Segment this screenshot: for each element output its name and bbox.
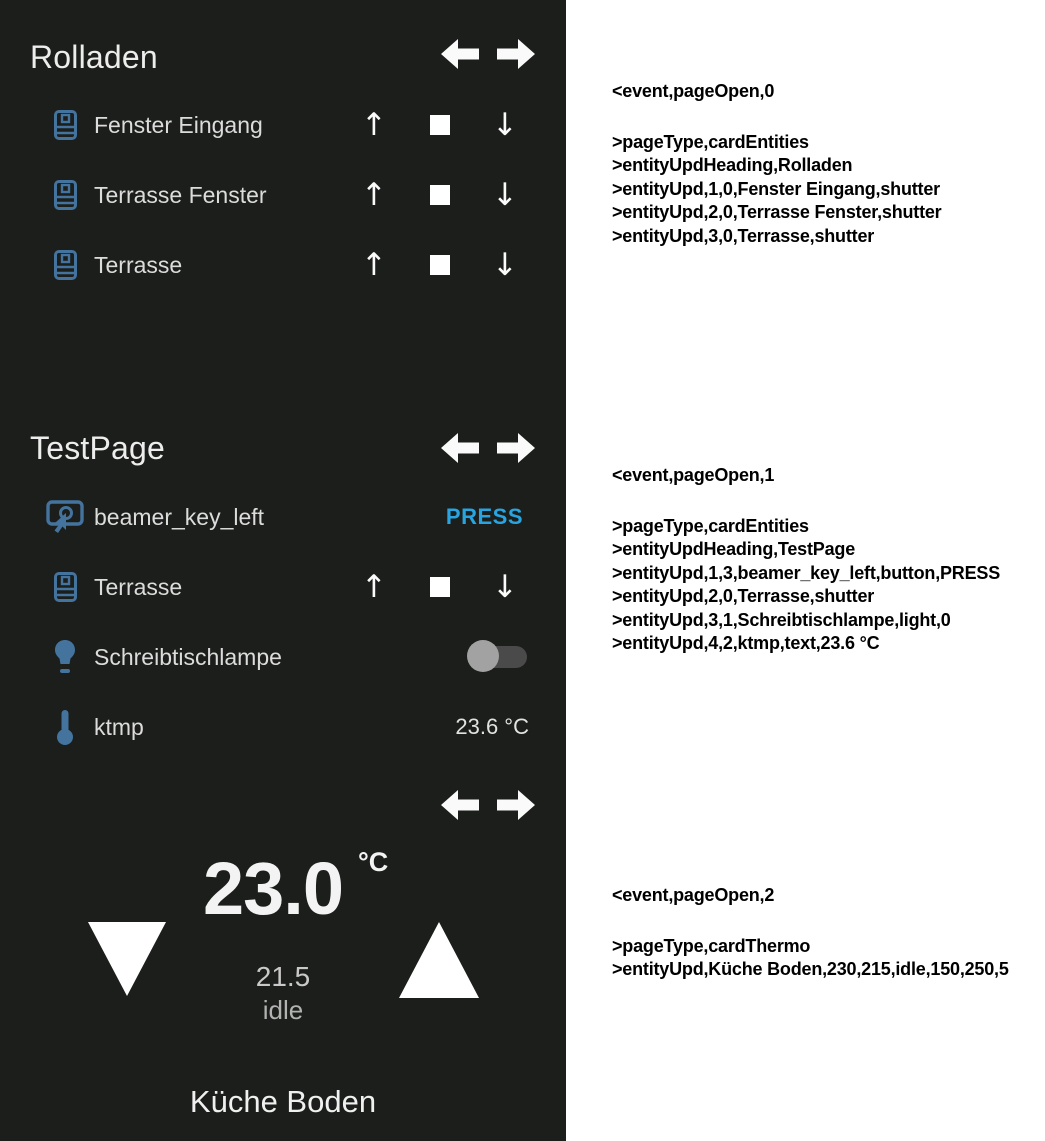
shutter-down-button[interactable]: ↓ (492, 107, 518, 143)
nav-prev-icon[interactable] (441, 790, 479, 820)
thermometer-icon (46, 709, 84, 745)
log-line: >entityUpdHeading,Rolladen (612, 155, 853, 175)
tap-button-icon (46, 500, 84, 534)
current-temperature: 23.0 (203, 847, 344, 930)
log-line: >pageType,cardEntities (612, 131, 809, 152)
shutter-up-button[interactable]: ↑ (361, 247, 387, 283)
nav-next-icon[interactable] (497, 790, 535, 820)
shutter-stop-button[interactable] (430, 185, 450, 205)
log-event-line: <event,pageOpen,0 (612, 81, 775, 101)
card-title-testpage: TestPage (30, 430, 166, 466)
shutter-icon (46, 180, 84, 210)
thermostat-name: Küche Boden (189, 1084, 377, 1119)
lightbulb-icon (46, 639, 84, 675)
log-event-line: <event,pageOpen,2 (612, 885, 775, 905)
toggle-knob (467, 640, 499, 672)
entity-row (0, 90, 566, 160)
log-block-page1 (612, 464, 1042, 656)
nav-next-icon[interactable] (497, 39, 535, 69)
log-line: >entityUpd,Küche Boden,230,215,idle,150,250,5 (612, 959, 1009, 979)
shutter-icon (46, 572, 84, 602)
nav-prev-icon[interactable] (441, 39, 479, 69)
shutter-stop-button[interactable] (430, 255, 450, 275)
temperature-value: 23.6 °C (455, 714, 529, 739)
entity-label: Terrasse (94, 573, 183, 600)
entity-label: beamer_key_left (94, 503, 265, 530)
shutter-icon (46, 110, 84, 140)
temperature-unit: °C (358, 847, 389, 877)
log-line: >entityUpd,2,0,Terrasse,shutter (612, 586, 875, 606)
entity-row (0, 482, 566, 552)
shutter-down-button[interactable]: ↓ (492, 247, 518, 283)
log-line: >entityUpd,3,1,Schreibtischlampe,light,0 (612, 609, 951, 630)
shutter-down-button[interactable]: ↓ (492, 569, 518, 605)
shutter-up-button[interactable]: ↑ (361, 569, 387, 605)
entity-label: Fenster Eingang (94, 111, 263, 138)
entity-label: Schreibtischlampe (94, 643, 282, 670)
log-event-line: <event,pageOpen,1 (612, 465, 775, 485)
log-line: >entityUpdHeading,TestPage (612, 539, 856, 559)
shutter-up-button[interactable]: ↑ (361, 177, 387, 213)
shutter-up-button[interactable]: ↑ (361, 107, 387, 143)
entity-row (0, 552, 566, 622)
shutter-stop-button[interactable] (430, 115, 450, 135)
entity-label: Terrasse (94, 251, 183, 278)
entity-label: Terrasse Fenster (94, 181, 267, 208)
entity-label: ktmp (94, 713, 144, 740)
nav-prev-icon[interactable] (441, 433, 479, 463)
entity-row (0, 622, 566, 692)
light-toggle[interactable] (467, 640, 527, 674)
log-line: >pageType,cardEntities (612, 515, 809, 536)
entity-row (0, 230, 566, 300)
log-line: >entityUpd,4,2,ktmp,text,23.6 °C (612, 633, 880, 653)
shutter-stop-button[interactable] (430, 577, 450, 597)
target-temperature: 21.5 (255, 961, 311, 992)
log-block-page0 (612, 80, 1042, 248)
press-button[interactable]: PRESS (445, 504, 523, 529)
log-line: >pageType,cardThermo (612, 935, 811, 956)
log-line: >entityUpd,1,0,Fenster Eingang,shutter (612, 178, 940, 199)
log-line: >entityUpd,3,0,Terrasse,shutter (612, 225, 875, 246)
shutter-down-button[interactable]: ↓ (492, 177, 518, 213)
log-line: >entityUpd,2,0,Terrasse Fenster,shutter (612, 202, 942, 222)
nav-next-icon[interactable] (497, 433, 535, 463)
log-line: >entityUpd,1,3,beamer_key_left,button,PRESS (612, 562, 1001, 583)
entity-row (0, 692, 566, 762)
hvac-state: idle (262, 995, 304, 1025)
log-block-page2 (612, 884, 1042, 982)
card-title-rolladen: Rolladen (30, 39, 158, 75)
entity-row (0, 160, 566, 230)
shutter-icon (46, 250, 84, 280)
